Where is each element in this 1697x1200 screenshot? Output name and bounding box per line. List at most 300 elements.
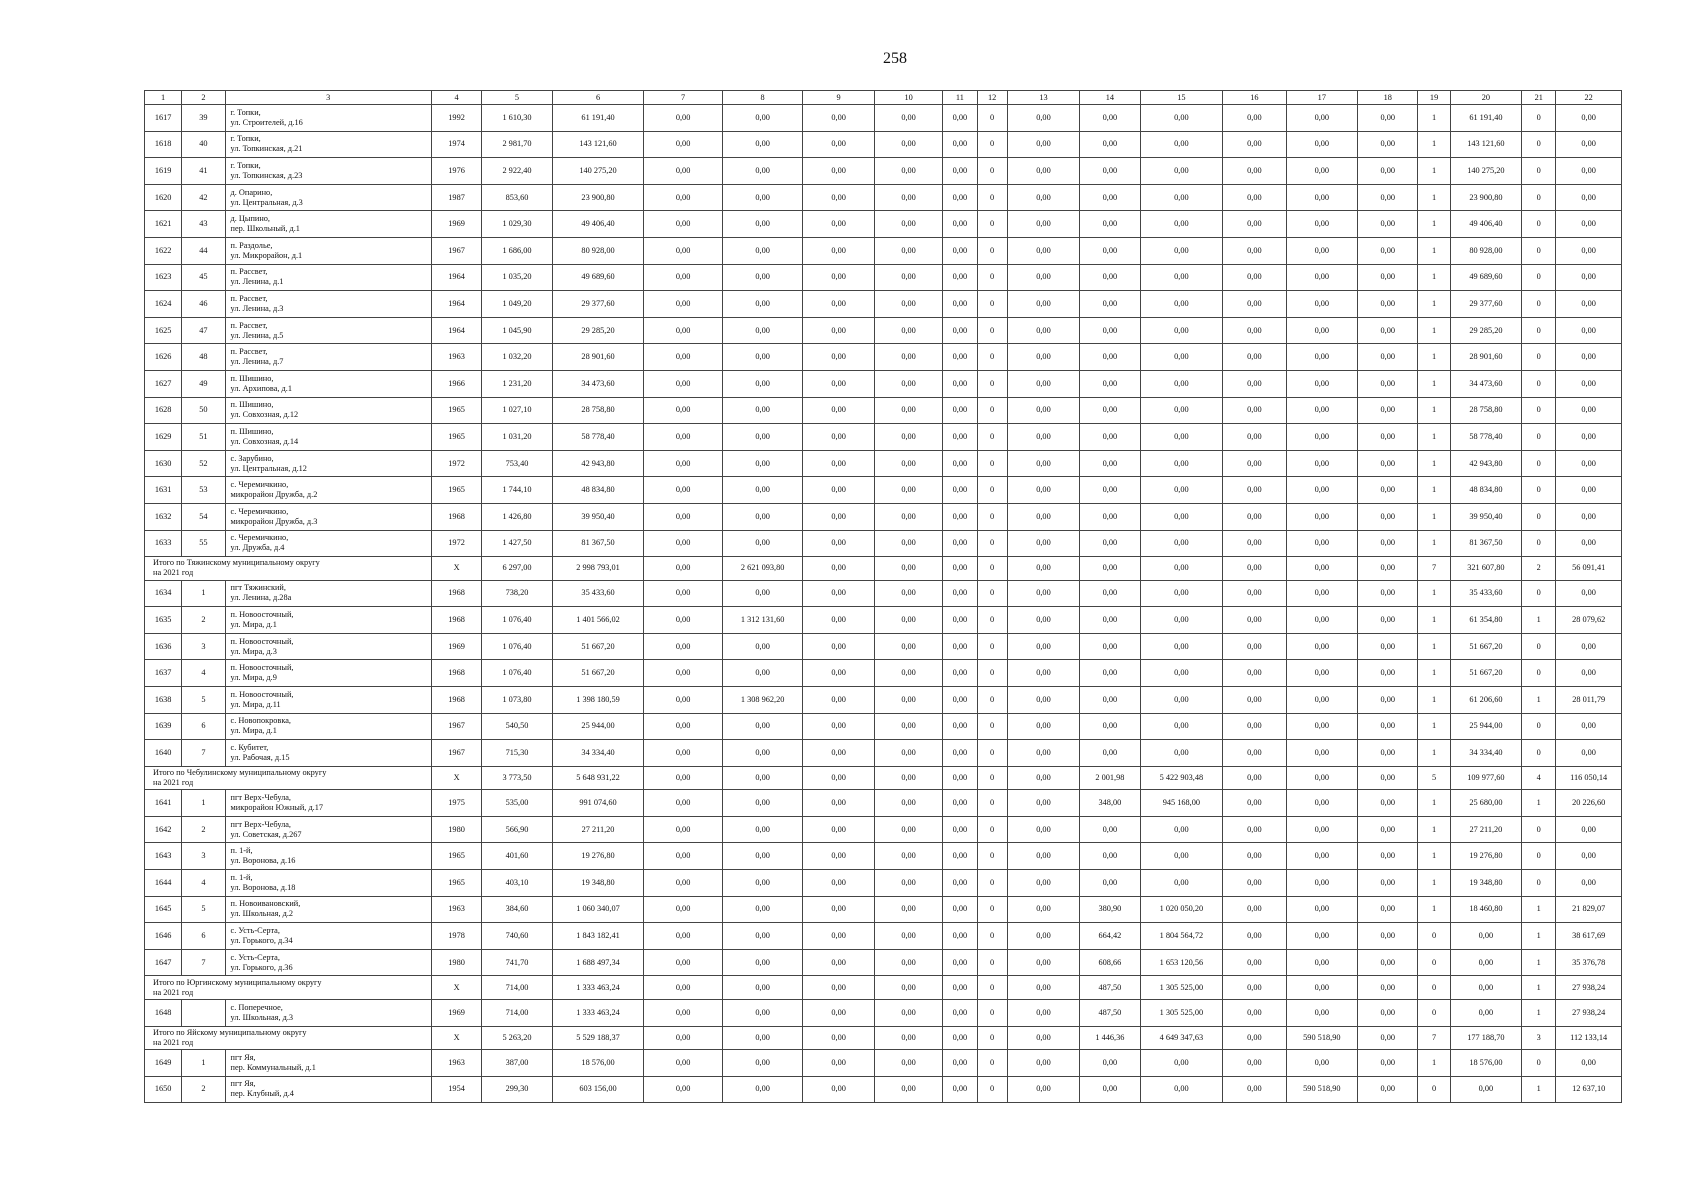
cell-col-8: 0,00 [722,766,803,790]
cell-col-18: 0,00 [1358,530,1418,557]
address-cell: п. Рассвет, ул. Ленина, д.1 [225,264,431,291]
address-cell: п. Рассвет, ул. Ленина, д.3 [225,291,431,318]
cell-col-22: 0,00 [1556,158,1622,185]
cell-col-15: 0,00 [1140,370,1223,397]
cell-col-12: 0 [977,424,1007,451]
address-cell: с. Усть-Серта, ул. Горького, д.34 [225,923,431,950]
cell-col-19: 1 [1418,344,1450,371]
cell-col-13: 0,00 [1007,344,1079,371]
table-row [145,450,1622,477]
cell-col-1: 1646 [145,923,182,950]
cell-col-8: 0,00 [722,843,803,870]
cell-col-14: 380,90 [1080,896,1140,923]
cell-col-2: 5 [182,896,225,923]
cell-col-15: 1 305 525,00 [1140,999,1223,1026]
cell-col-19: 1 [1418,740,1450,767]
cell-col-10: 0,00 [874,530,942,557]
cell-col-17: 0,00 [1286,424,1357,451]
cell-col-22: 12 637,10 [1556,1076,1622,1103]
column-header-4: 4 [431,91,481,105]
cell-col-11: 0,00 [943,896,977,923]
cell-col-22: 0,00 [1556,424,1622,451]
cell-col-21: 0 [1522,1050,1556,1077]
cell-col-8: 0,00 [722,1076,803,1103]
cell-col-15: 1 020 050,20 [1140,896,1223,923]
cell-col-11: 0,00 [943,949,977,976]
cell-col-4: 1976 [431,158,481,185]
cell-col-15: 0,00 [1140,607,1223,634]
cell-col-18: 0,00 [1358,896,1418,923]
cell-col-14: 1 446,36 [1080,1026,1140,1050]
cell-col-19: 5 [1418,766,1450,790]
cell-col-14: 0,00 [1080,1076,1140,1103]
cell-col-16: 0,00 [1223,790,1286,817]
cell-col-18: 0,00 [1358,105,1418,132]
cell-col-17: 0,00 [1286,766,1357,790]
cell-col-13: 0,00 [1007,976,1079,1000]
cell-col-16: 0,00 [1223,949,1286,976]
cell-col-6: 28 758,80 [552,397,644,424]
cell-col-14: 0,00 [1080,503,1140,530]
address-cell: с. Кубитет, ул. Рабочая, д.15 [225,740,431,767]
cell-col-9: 0,00 [803,424,874,451]
cell-col-6: 29 377,60 [552,291,644,318]
cell-col-5: 299,30 [482,1076,552,1103]
cell-col-19: 0 [1418,949,1450,976]
cell-col-1: 1617 [145,105,182,132]
table-row [145,660,1622,687]
cell-col-18: 0,00 [1358,211,1418,238]
header-row [145,91,1622,105]
cell-col-4: 1968 [431,580,481,607]
cell-col-10: 0,00 [874,660,942,687]
cell-col-16: 0,00 [1223,660,1286,687]
column-header-6: 6 [552,91,644,105]
cell-col-16: 0,00 [1223,896,1286,923]
cell-col-17: 0,00 [1286,370,1357,397]
address-cell: п. Шишино, ул. Совхозная, д.14 [225,424,431,451]
cell-col-16: 0,00 [1223,237,1286,264]
cell-col-7: 0,00 [644,896,723,923]
cell-col-15: 0,00 [1140,211,1223,238]
cell-col-11: 0,00 [943,740,977,767]
cell-col-18: 0,00 [1358,557,1418,581]
cell-col-1: 1633 [145,530,182,557]
cell-col-19: 7 [1418,1026,1450,1050]
cell-col-19: 0 [1418,923,1450,950]
cell-col-19: 1 [1418,184,1450,211]
cell-col-12: 0 [977,450,1007,477]
cell-col-6: 42 943,80 [552,450,644,477]
cell-col-16: 0,00 [1223,976,1286,1000]
table-row [145,686,1622,713]
cell-col-21: 0 [1522,211,1556,238]
column-header-2: 2 [182,91,225,105]
cell-col-13: 0,00 [1007,530,1079,557]
cell-col-9: 0,00 [803,896,874,923]
cell-col-22: 0,00 [1556,105,1622,132]
cell-col-2: 47 [182,317,225,344]
cell-col-1: 1621 [145,211,182,238]
cell-col-14: 0,00 [1080,477,1140,504]
table-row [145,211,1622,238]
cell-col-1: 1645 [145,896,182,923]
cell-col-10: 0,00 [874,1076,942,1103]
cell-col-8: 0,00 [722,158,803,185]
cell-col-7: 0,00 [644,450,723,477]
cell-col-12: 0 [977,291,1007,318]
cell-col-17: 0,00 [1286,949,1357,976]
cell-col-20: 61 354,80 [1450,607,1521,634]
cell-col-12: 0 [977,949,1007,976]
cell-col-5: 1 049,20 [482,291,552,318]
cell-col-15: 1 305 525,00 [1140,976,1223,1000]
address-cell: г. Топки, ул. Строителей, д.16 [225,105,431,132]
cell-col-16: 0,00 [1223,843,1286,870]
cell-col-16: 0,00 [1223,816,1286,843]
cell-col-16: 0,00 [1223,1026,1286,1050]
cell-col-7: 0,00 [644,503,723,530]
cell-col-5: 740,60 [482,923,552,950]
table-row [145,790,1622,817]
cell-col-14: 0,00 [1080,843,1140,870]
cell-col-5: 1 031,20 [482,424,552,451]
cell-col-11: 0,00 [943,397,977,424]
cell-col-22: 0,00 [1556,1050,1622,1077]
cell-col-7: 0,00 [644,740,723,767]
cell-col-19: 1 [1418,530,1450,557]
cell-col-15: 1 653 120,56 [1140,949,1223,976]
table-row [145,424,1622,451]
address-cell: п. Новоивановский, ул. Школьная, д.2 [225,896,431,923]
cell-col-22: 20 226,60 [1556,790,1622,817]
cell-col-21: 1 [1522,790,1556,817]
cell-col-22: 0,00 [1556,503,1622,530]
cell-col-21: 0 [1522,503,1556,530]
column-header-11: 11 [943,91,977,105]
cell-col-17: 0,00 [1286,477,1357,504]
cell-col-18: 0,00 [1358,999,1418,1026]
cell-col-6: 1 398 180,59 [552,686,644,713]
cell-col-17: 590 518,90 [1286,1076,1357,1103]
address-cell: п. Новоосточный, ул. Мира, д.9 [225,660,431,687]
cell-col-17: 0,00 [1286,713,1357,740]
cell-col-17: 0,00 [1286,105,1357,132]
cell-col-9: 0,00 [803,105,874,132]
cell-col-5: 2 922,40 [482,158,552,185]
address-cell: с. Усть-Серта, ул. Горького, д.36 [225,949,431,976]
cell-col-18: 0,00 [1358,291,1418,318]
cell-col-11: 0,00 [943,1050,977,1077]
cell-col-12: 0 [977,870,1007,897]
cell-col-19: 0 [1418,1076,1450,1103]
address-cell: с. Черемичкино, ул. Дружба, д.4 [225,530,431,557]
cell-col-11: 0,00 [943,923,977,950]
cell-col-8: 0,00 [722,790,803,817]
cell-col-12: 0 [977,843,1007,870]
cell-col-6: 34 473,60 [552,370,644,397]
address-cell: г. Топки, ул. Топкинская, д.23 [225,158,431,185]
subtotal-row [145,557,1622,581]
cell-col-15: 0,00 [1140,131,1223,158]
cell-col-17: 0,00 [1286,184,1357,211]
cell-col-9: 0,00 [803,816,874,843]
cell-col-16: 0,00 [1223,580,1286,607]
cell-col-17: 0,00 [1286,686,1357,713]
cell-col-18: 0,00 [1358,949,1418,976]
cell-col-9: 0,00 [803,686,874,713]
cell-col-7: 0,00 [644,1076,723,1103]
cell-col-13: 0,00 [1007,1026,1079,1050]
cell-col-9: 0,00 [803,976,874,1000]
cell-col-12: 0 [977,740,1007,767]
cell-col-16: 0,00 [1223,424,1286,451]
cell-col-15: 1 804 564,72 [1140,923,1223,950]
cell-col-14: 0,00 [1080,450,1140,477]
cell-col-9: 0,00 [803,317,874,344]
cell-col-6: 19 276,80 [552,843,644,870]
column-header-1: 1 [145,91,182,105]
column-header-19: 19 [1418,91,1450,105]
cell-col-22: 0,00 [1556,184,1622,211]
cell-col-10: 0,00 [874,211,942,238]
cell-col-5: 1 076,40 [482,633,552,660]
cell-col-15: 5 422 903,48 [1140,766,1223,790]
cell-col-20: 0,00 [1450,976,1521,1000]
cell-col-15: 0,00 [1140,264,1223,291]
cell-col-7: 0,00 [644,923,723,950]
cell-col-20: 34 334,40 [1450,740,1521,767]
cell-col-14: 2 001,98 [1080,766,1140,790]
cell-col-17: 0,00 [1286,843,1357,870]
cell-col-8: 0,00 [722,291,803,318]
table-row [145,370,1622,397]
cell-col-10: 0,00 [874,158,942,185]
cell-col-9: 0,00 [803,633,874,660]
cell-col-6: 80 928,00 [552,237,644,264]
cell-col-17: 0,00 [1286,530,1357,557]
cell-col-10: 0,00 [874,790,942,817]
cell-col-11: 0,00 [943,450,977,477]
cell-col-20: 51 667,20 [1450,633,1521,660]
cell-col-18: 0,00 [1358,131,1418,158]
cell-col-12: 0 [977,896,1007,923]
cell-col-10: 0,00 [874,450,942,477]
cell-col-16: 0,00 [1223,1076,1286,1103]
cell-col-7: 0,00 [644,424,723,451]
cell-col-14: 0,00 [1080,211,1140,238]
cell-col-16: 0,00 [1223,184,1286,211]
cell-col-4: 1964 [431,317,481,344]
cell-col-13: 0,00 [1007,766,1079,790]
cell-col-7: 0,00 [644,949,723,976]
column-header-13: 13 [1007,91,1079,105]
cell-col-2: 51 [182,424,225,451]
cell-col-6: 1 333 463,24 [552,999,644,1026]
cell-col-14: 0,00 [1080,870,1140,897]
cell-col-22: 0,00 [1556,131,1622,158]
cell-col-7: 0,00 [644,607,723,634]
cell-col-14: 0,00 [1080,344,1140,371]
cell-col-4: 1965 [431,397,481,424]
cell-col-5: 1 029,30 [482,211,552,238]
cell-col-14: 0,00 [1080,291,1140,318]
cell-col-19: 7 [1418,557,1450,581]
cell-col-22: 21 829,07 [1556,896,1622,923]
cell-col-7: 0,00 [644,105,723,132]
cell-col-11: 0,00 [943,713,977,740]
cell-col-22: 0,00 [1556,317,1622,344]
cell-col-18: 0,00 [1358,397,1418,424]
cell-col-5: 738,20 [482,580,552,607]
subtotal-row [145,976,1622,1000]
cell-col-12: 0 [977,1026,1007,1050]
cell-col-8: 0,00 [722,344,803,371]
cell-col-22: 0,00 [1556,211,1622,238]
cell-col-22: 0,00 [1556,264,1622,291]
cell-col-10: 0,00 [874,184,942,211]
cell-col-21: 0 [1522,158,1556,185]
cell-col-5: 1 035,20 [482,264,552,291]
cell-col-17: 0,00 [1286,397,1357,424]
cell-col-8: 1 308 962,20 [722,686,803,713]
cell-col-7: 0,00 [644,816,723,843]
cell-col-4: 1965 [431,424,481,451]
cell-col-14: 0,00 [1080,580,1140,607]
column-header-12: 12 [977,91,1007,105]
address-cell: с. Зарубино, ул. Центральная, д.12 [225,450,431,477]
cell-col-18: 0,00 [1358,660,1418,687]
cell-col-12: 0 [977,633,1007,660]
cell-col-1: 1644 [145,870,182,897]
cell-col-8: 0,00 [722,264,803,291]
cell-col-12: 0 [977,1076,1007,1103]
cell-col-17: 0,00 [1286,291,1357,318]
cell-col-11: 0,00 [943,1026,977,1050]
cell-col-10: 0,00 [874,477,942,504]
cell-col-21: 1 [1522,686,1556,713]
cell-col-18: 0,00 [1358,1076,1418,1103]
cell-col-9: 0,00 [803,949,874,976]
cell-col-1: 1635 [145,607,182,634]
cell-col-12: 0 [977,923,1007,950]
address-cell: с. Поперечное, ул. Школьная, д.3 [225,999,431,1026]
cell-col-2: 1 [182,790,225,817]
cell-col-2: 1 [182,580,225,607]
cell-col-8: 2 621 093,80 [722,557,803,581]
cell-col-19: 1 [1418,790,1450,817]
cell-col-19: 1 [1418,424,1450,451]
cell-col-2: 2 [182,1076,225,1103]
cell-col-19: 1 [1418,370,1450,397]
cell-col-13: 0,00 [1007,131,1079,158]
table-row [145,713,1622,740]
cell-col-20: 34 473,60 [1450,370,1521,397]
cell-col-19: 1 [1418,660,1450,687]
cell-col-7: 0,00 [644,184,723,211]
cell-col-22: 27 938,24 [1556,976,1622,1000]
cell-col-13: 0,00 [1007,896,1079,923]
cell-col-19: 1 [1418,211,1450,238]
table-row [145,607,1622,634]
cell-col-16: 0,00 [1223,607,1286,634]
cell-col-21: 1 [1522,949,1556,976]
cell-col-9: 0,00 [803,766,874,790]
cell-col-8: 0,00 [722,477,803,504]
cell-col-13: 0,00 [1007,1050,1079,1077]
cell-col-7: 0,00 [644,999,723,1026]
cell-col-15: 0,00 [1140,686,1223,713]
cell-col-13: 0,00 [1007,686,1079,713]
cell-col-20: 0,00 [1450,999,1521,1026]
page-number: 258 [883,50,907,67]
cell-col-16: 0,00 [1223,291,1286,318]
cell-col-14: 0,00 [1080,105,1140,132]
cell-col-16: 0,00 [1223,557,1286,581]
cell-col-18: 0,00 [1358,790,1418,817]
cell-col-11: 0,00 [943,580,977,607]
cell-col-9: 0,00 [803,607,874,634]
cell-col-21: 1 [1522,923,1556,950]
cell-col-13: 0,00 [1007,713,1079,740]
cell-col-15: 0,00 [1140,1076,1223,1103]
cell-col-1: 1637 [145,660,182,687]
cell-col-10: 0,00 [874,976,942,1000]
cell-col-20: 49 406,40 [1450,211,1521,238]
cell-col-12: 0 [977,607,1007,634]
cell-col-8: 0,00 [722,740,803,767]
cell-col-5: 1 231,20 [482,370,552,397]
cell-col-17: 0,00 [1286,607,1357,634]
cell-col-19: 1 [1418,450,1450,477]
cell-col-9: 0,00 [803,923,874,950]
cell-col-17: 0,00 [1286,633,1357,660]
table-row [145,949,1622,976]
cell-col-10: 0,00 [874,424,942,451]
cell-col-8: 0,00 [722,105,803,132]
cell-col-18: 0,00 [1358,477,1418,504]
cell-col-2: 54 [182,503,225,530]
cell-col-22: 38 617,69 [1556,923,1622,950]
cell-col-10: 0,00 [874,557,942,581]
cell-col-6: 49 406,40 [552,211,644,238]
cell-col-1: 1627 [145,370,182,397]
cell-col-4: 1967 [431,713,481,740]
cell-col-18: 0,00 [1358,686,1418,713]
cell-col-14: 0,00 [1080,1050,1140,1077]
cell-col-13: 0,00 [1007,580,1079,607]
cell-col-15: 945 168,00 [1140,790,1223,817]
cell-col-18: 0,00 [1358,1050,1418,1077]
table-row [145,843,1622,870]
cell-col-20: 29 377,60 [1450,291,1521,318]
cell-col-6: 61 191,40 [552,105,644,132]
cell-col-10: 0,00 [874,766,942,790]
cell-col-7: 0,00 [644,530,723,557]
cell-col-8: 0,00 [722,424,803,451]
cell-col-1: 1642 [145,816,182,843]
cell-col-13: 0,00 [1007,949,1079,976]
cell-col-15: 0,00 [1140,713,1223,740]
cell-col-19: 1 [1418,105,1450,132]
cell-col-12: 0 [977,317,1007,344]
cell-col-19: 1 [1418,633,1450,660]
cell-col-8: 0,00 [722,317,803,344]
cell-col-17: 0,00 [1286,237,1357,264]
cell-col-18: 0,00 [1358,633,1418,660]
cell-col-1: 1636 [145,633,182,660]
cell-col-17: 0,00 [1286,344,1357,371]
